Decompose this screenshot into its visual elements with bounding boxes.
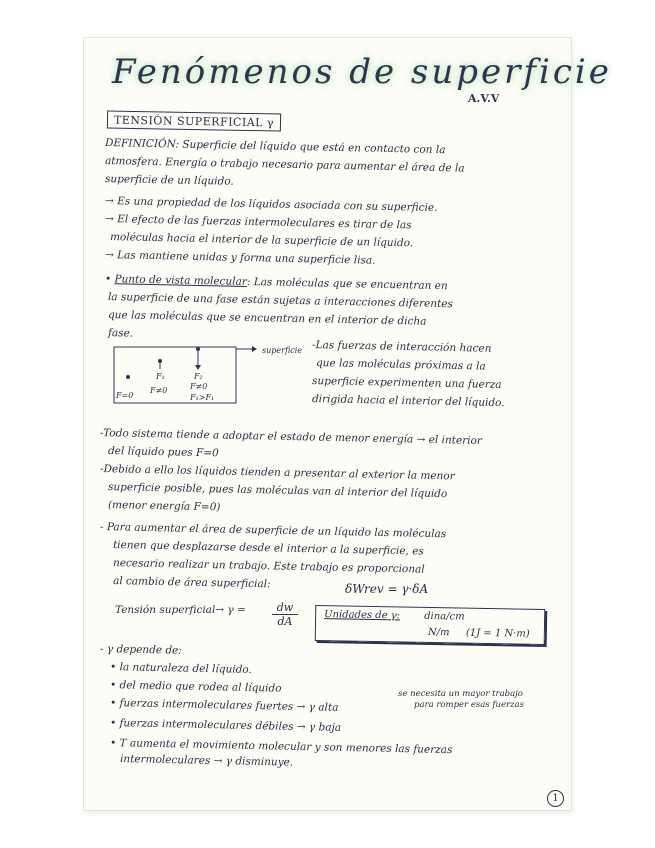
point-work-line-2: tienen que desplazarse desde el interior a la superficie, es (112, 539, 424, 558)
units-n-m: N/m (427, 626, 450, 639)
author-initials: A.V.V (468, 92, 500, 105)
units-dina-cm: dina/cm (424, 610, 465, 623)
surface-force-diagram (110, 343, 310, 405)
surface-label: superficie (262, 346, 303, 355)
molecule-surface (196, 347, 200, 351)
definition-line-3: superficie de un líquido. (104, 173, 234, 188)
definition-line-2: atmosfera. Energía o trabajo necesario para aumentar el área de la (104, 155, 465, 175)
page-title: Fenómenos de superficie (112, 52, 612, 92)
point-work-line-4: al cambio de área superficial: (112, 575, 271, 591)
section-label: TENSIÓN SUPERFICIAL γ (107, 110, 281, 131)
side-note-line-1: se necesita un mayor trabajo (398, 689, 523, 699)
units-label: Unidades de γ: (324, 609, 401, 622)
diagram-note-line-3: superficie experimenten una fuerza (311, 375, 502, 391)
molecule-middle (158, 359, 162, 363)
molecular-line-4: fase. (107, 327, 134, 340)
depends-item-temperature-cont: intermoleculares → γ disminuye. (119, 753, 294, 769)
depends-item-weak: • fuerzas intermoleculares débiles → γ baja (109, 717, 342, 734)
diagram-note-line-4: dirigida hacia el interior del líquido. (311, 393, 505, 410)
point-energy-line-1: -Todo sistema tiende a adoptar el estado de menor energía → el interior (99, 427, 482, 447)
molecular-heading: Punto de vista molecular (114, 273, 248, 288)
bullet-property: → Es una propiedad de los líquidos asociada con su superficie. (104, 195, 438, 214)
bullet-smooth: → Las mantiene unidas y forma una superficie lisa. (104, 249, 376, 267)
side-note (398, 689, 524, 711)
force-arrow-surface-head (195, 365, 201, 370)
label-f-nonzero-2: F≠0 (190, 382, 208, 391)
surface-arrow-head (252, 346, 257, 352)
tension-formula-label: Tensión superficial→ γ = (115, 604, 246, 616)
point-energy-line-2: del líquido pues F=0 (107, 445, 219, 460)
label-f2-surface: F₂ (194, 372, 203, 381)
molecular-line-2: la superficie de una fase están sujetas a interacciones diferentes (107, 291, 453, 311)
bullet-effect: → El efecto de las fuerzas intermoleculares es tirar de las (104, 213, 412, 232)
page-number: 1 (547, 790, 564, 807)
depends-heading: - γ depende de: (99, 643, 183, 657)
units-joule-note: (1J = 1 N·m) (465, 627, 530, 640)
point-surface-line-1: -Debido a ello los líquidos tienden a presentar al exterior la menor (99, 463, 455, 483)
tension-formula-fraction (272, 601, 298, 629)
molecular-paragraph-line-1: • Punto de vista molecular: Las moléculas que se encuentran en (104, 273, 448, 293)
label-f-compare: F₁>F₁ (190, 393, 215, 402)
diagram-note-line-1: -Las fuerzas de interacción hacen (311, 339, 492, 355)
molecular-line-3: que las moléculas que se encuentran en el interior de dicha (107, 309, 427, 328)
units-box (315, 605, 546, 645)
depends-item-temperature: • T aumenta el movimiento molecular y son menores las fuerzas (109, 737, 453, 757)
point-surface-line-3: (menor energía F=0) (107, 499, 221, 514)
molecule-interior (126, 375, 130, 379)
bullet-effect-cont: moléculas hacia el interior de la superficie de un líquido. (109, 231, 414, 250)
depends-item-medium: • del medio que rodea al líquido (109, 679, 282, 695)
fraction-denominator: dA (277, 615, 293, 628)
point-surface-line-2: superficie posible, pues las moléculas van al interior del líquido (107, 481, 448, 501)
work-formula: δWrev = γ·δA (345, 582, 429, 596)
molecular-line-1: : Las moléculas que se encuentran en (246, 275, 448, 293)
side-note-line-2: para romper esas fuerzas (414, 700, 524, 710)
diagram-note-line-2: que las moléculas próximas a la (315, 357, 486, 373)
label-f-nonzero-1: F≠0 (150, 386, 168, 395)
fraction-numerator: dw (272, 601, 298, 615)
depends-item-nature: • la naturaleza del líquido. (109, 661, 252, 676)
label-f1-middle: F₁ (156, 372, 165, 381)
point-work-line-3: necesario realizar un trabajo. Este trabajo es proporcional (112, 557, 425, 576)
point-work-line-1: - Para aumentar el área de superficie de un líquido las moléculas (99, 521, 447, 541)
label-f-zero: F=0 (116, 391, 134, 400)
definition-line-1: DEFINICIÓN: Superficie del líquido que está en contacto con la (104, 137, 446, 157)
depends-item-strong: • fuerzas intermoleculares fuertes → γ alta (109, 697, 339, 714)
